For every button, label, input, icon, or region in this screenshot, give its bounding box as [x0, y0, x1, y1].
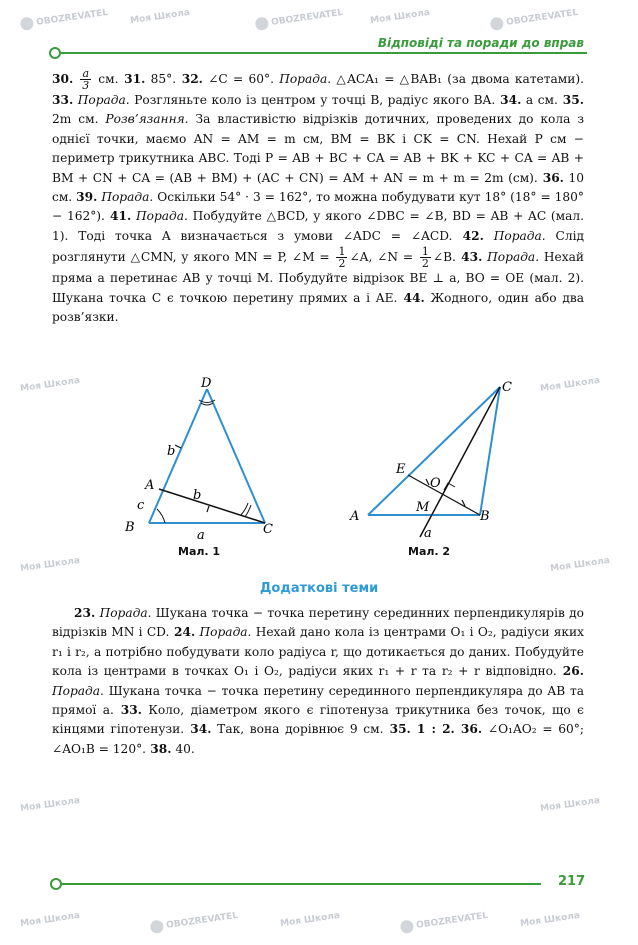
tick-mark — [207, 506, 209, 512]
label-A: A — [145, 478, 155, 493]
segment-AC — [159, 489, 265, 523]
label-B: B — [125, 520, 135, 535]
label-E: E — [396, 462, 406, 477]
hint-label: Порада. — [77, 93, 130, 107]
answer-number: 32. — [176, 72, 203, 86]
label-C: C — [263, 522, 273, 537]
watermark: OBOZREVATEL — [255, 6, 344, 31]
answer-number: 43. — [455, 250, 483, 265]
hint-label: Порада. — [135, 209, 188, 224]
figure-2 — [340, 375, 520, 545]
hint-label: Порада. — [487, 250, 540, 265]
angle-arc-B — [157, 509, 165, 523]
answer-number: 34. — [495, 93, 522, 107]
watermark: OBOZREVATEL — [20, 6, 109, 31]
answer-number: 33. — [113, 703, 142, 718]
watermark: OBOZREVATEL — [490, 6, 579, 31]
header-dot — [49, 47, 61, 59]
footer-dot — [50, 878, 62, 890]
label-c: c — [137, 498, 145, 513]
fraction: $\frac{1}{2}$ — [338, 245, 346, 271]
hint-label: Порада. — [493, 228, 546, 243]
answer-number: 36. — [537, 170, 564, 185]
fraction: $\frac{a}{3}$ — [82, 67, 90, 92]
watermark: Моя Школа — [539, 375, 601, 395]
answer-number: 38. — [146, 741, 172, 756]
section-title: Додаткові теми — [259, 581, 379, 596]
answer-number: 42. — [452, 228, 484, 243]
answer-number: 44. — [397, 290, 425, 305]
segment-DC — [207, 389, 265, 523]
watermark: Моя Школа — [19, 910, 81, 930]
hint-label: Порада. — [52, 683, 104, 698]
label-b: b — [193, 488, 202, 503]
page-number: 217 — [558, 874, 586, 889]
answer-number: 36. — [454, 722, 483, 737]
answer-number: 26. — [556, 664, 584, 679]
answer-number: 31. — [118, 72, 146, 86]
answer-number: 33. — [52, 93, 74, 107]
watermark: Моя Школа — [539, 795, 601, 815]
label-B: B — [480, 509, 490, 524]
watermark: Моя Школа — [549, 555, 611, 575]
watermark: Моя Школа — [19, 375, 81, 395]
hint-label: Порада. — [279, 72, 332, 86]
watermark: OBOZREVATEL — [150, 909, 239, 934]
answer-number: 41. — [104, 209, 132, 224]
watermark: Моя Школа — [19, 795, 81, 815]
label-a: a — [197, 528, 205, 543]
header-rule — [55, 52, 587, 54]
answer-number: 24. — [169, 625, 196, 640]
watermark: Моя Школа — [519, 910, 581, 930]
tick-mark — [175, 445, 181, 448]
figure-2-caption: Мал. 2 — [408, 545, 451, 558]
label-a: a — [424, 526, 432, 541]
answers-block-2: 23. Порада. Шукана точка − точка перетину серединних перпендикулярів до відрізків MN і CD. 24. Порада. Нехай дано кола із центрами O₁ і O₂, радіуси яких r₁ і r₂, а потрібно побудувати коло радіуса r, що дотикається до даних. Побудуйте кола із центрами в точках O₁ і O₂, радіуси яких r₁ + r та r₂ + r відповідно. 26. Порада. Шукана точка − точка перетину серединного перпендикуляра до AB та прямої a. 33. Коло, діаметром якого є гіпотенуза трикутника без точок, що є кінцями гіпотенузи. 34. Так, вона дорівнює 9 см. 35. 1 : 2. 36. ∠O₁AO₂ = 60°; ∠AO₁B = 120°. 38. 40. — [52, 606, 585, 756]
hint-label: Порада. — [101, 190, 154, 205]
segment-AC — [368, 387, 500, 515]
figure-1-caption: Мал. 1 — [178, 545, 221, 558]
hint-label: Порада. — [99, 606, 152, 620]
header-title: Відповіді та поради до вправ — [377, 36, 584, 50]
label-A: A — [350, 509, 360, 524]
figure-1 — [115, 375, 285, 545]
answers-block-1: 30. $\frac{a}{3}$ см. 31. 85°. 32. ∠C = 60°. Порада. △ACA₁ = △BAB₁ (за двома катетами). 33. Порада. Розгляньте коло із центром у точці B, радіус якого BA. 34. a см. 35. 2m см. Розв’язання. За властивістю відрізків дотичних, проведених до кола з однієї точки, маємо AN = AM = m см, BM = BK і CK = CN. Нехай P см − периметр трикутника ABC. Тоді P = AB + BC + CA = AB + BK + KC + CA = AB + BM + CN + CA = (AB + BM) + (AC + CN) = AM + AN = m + m = 2m (см). 36. 10 см. 39. Порада. Оскільки 54° · 3 = 162°, то можна побудувати кут 18° (18° = 180° − 162°). 41. Порада. Побудуйте △BCD, у якого ∠DBC = ∠B, BD = AB + AC (мал. 1). Тоді точка A визначається з умови ∠ADC = ∠ACD. 42. Порада. Слід розглянути △CMN, у якого MN = P, ∠M = $\frac{1}{2}$ ∠A, ∠N = $\frac{1}{2}$ ∠B. 43. Порада. Нехай пряма a перетинає AB у точці M. Побудуйте відрізок BE ⊥ a, BO = OE (мал. 2). Шукана точка C є точкою перетину прямих a і AE. 44. Жодного, один або два розв’язки. — [52, 67, 585, 325]
footer-rule — [56, 883, 541, 885]
label-b: b — [167, 444, 176, 459]
tick-mark — [426, 479, 429, 485]
answer-number: 23. — [74, 606, 96, 620]
angle-arc-D — [201, 403, 213, 405]
watermark: Моя Школа — [369, 7, 431, 27]
watermark: OBOZREVATEL — [400, 909, 489, 934]
answer-number: 39. — [76, 190, 98, 205]
label-M: M — [416, 500, 430, 515]
hint-label: Порада. — [199, 625, 252, 640]
watermark: Моя Школа — [129, 7, 191, 27]
page-header — [0, 34, 638, 64]
answer-number: 30. — [52, 72, 74, 86]
label-O: O — [430, 476, 441, 491]
answer-number: 35. — [557, 93, 585, 107]
fraction: $\frac{1}{2}$ — [421, 245, 429, 271]
answer-number: 34. — [184, 722, 212, 737]
label-D: D — [201, 376, 212, 391]
watermark: Моя Школа — [19, 555, 81, 575]
label-C: C — [502, 380, 512, 395]
answer-number: 35. — [383, 722, 411, 737]
solution-label: Розв’язання. — [105, 112, 189, 127]
watermark: Моя Школа — [279, 910, 341, 930]
